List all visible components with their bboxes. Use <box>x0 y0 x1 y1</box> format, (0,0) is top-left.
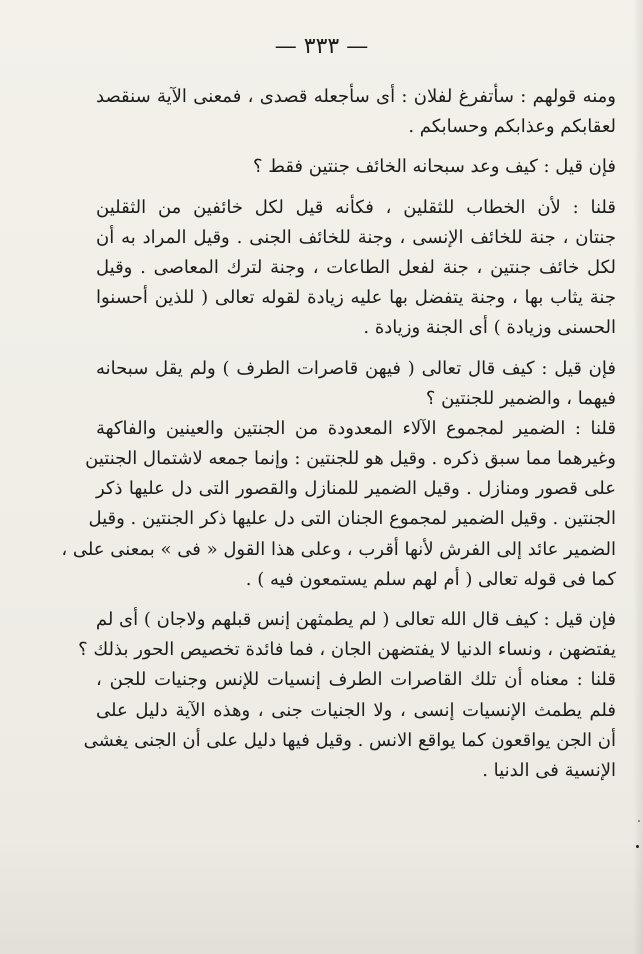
page-edge-shadow <box>633 0 643 954</box>
text-line: جنتان ، جنة للخائف الإنسى ، وجنة للخائف الجنى . وقيل المراد به أن <box>96 226 616 248</box>
paragraph-gap <box>96 183 616 193</box>
text-line: فإن قيل : كيف قال الله تعالى ( لم يطمثهن إنس قبلهم ولاجان ) أى لم <box>95 609 616 630</box>
text-line: ومنه قولهم : سأتفرغ لفلان : أى سأجعله قصدى ، فمعنى الآية سنقصد <box>96 86 616 107</box>
page-bottom-shade <box>0 834 643 954</box>
text-line: على قصور ومنازل . وقيل الضمير للمنازل والقصور التى دل عليها ذكر <box>96 478 616 500</box>
text-line: وغيرهما مما سبق ذكره . وقيل هو للجنتين : وإنما جمعه لاشتمال الجنتين <box>85 448 616 470</box>
text-line: الإنسية فى الدنيا . <box>482 759 616 781</box>
text-line: الجنتين . وقيل الضمير لمجموع الجنان التى دل عليها ذكر الجنتين . وقيل <box>88 508 616 530</box>
scan-mark <box>638 820 640 822</box>
text-line: فلم يطمث الإنسيات إنسى ، ولا الجنيات جنى ، وهذه الآية دليل على <box>96 699 616 721</box>
text-line: الحسنى وزيادة ) أى الجنة وزيادة . <box>363 317 616 339</box>
text-line: أن الجن يواقعون كما يواقع الانس . وقيل فيها دليل على أن الجنى يغشى <box>83 729 616 751</box>
text-line: قلنا : الضمير لمجموع الآلاء المعدودة من الجنتين والعينين والفاكهة <box>96 417 616 439</box>
text-line: جنة يثاب بها ، وجنة يتفضل بها عليه زيادة لقوله تعالى ( للذين أحسنوا <box>96 287 616 309</box>
paragraph-gap <box>96 344 616 354</box>
text-line: فإن قيل : كيف قال تعالى ( فيهن قاصرات الطرف ) ولم يقل سبحانه <box>96 357 616 379</box>
page-body <box>61 82 616 786</box>
text-line: يفتضهن ، ونساء الدنيا لا يفتضهن الجان ، فما فائدة تخصيص الحور بذلك ؟ <box>78 639 616 661</box>
text-line: فإن قيل : كيف وعد سبحانه الخائف جنتين فقط ؟ <box>252 156 616 178</box>
text-line: قلنا : معناه أن تلك القاصرات الطرف إنسيات للإنس وجنيات للجن ، <box>96 669 616 691</box>
scan-mark <box>636 845 639 848</box>
text-line: فيهما ، والضمير للجنتين ؟ <box>425 387 616 409</box>
text-line: لكل خائف جنتين ، جنة لفعل الطاعات ، وجنة لترك المعاصى . وقيل <box>96 256 616 278</box>
text-line: الضمير عائد إلى الفرش لأنها أقرب ، وعلى هذا القول « فى » بمعنى على ، <box>61 538 616 560</box>
paragraph-gap <box>96 142 616 152</box>
page-number: — ٣٣٣ — <box>274 34 369 59</box>
text-line: قلنا : لأن الخطاب للثقلين ، فكأنه قيل لكل خائفين من الثقلين <box>96 196 616 218</box>
text-line: كما فى قوله تعالى ( أم لهم سلم يستمعون فيه ) . <box>245 568 616 590</box>
text-line: لعقابكم وعذابكم وحسابكم . <box>408 116 616 138</box>
paragraph-gap <box>96 595 616 605</box>
